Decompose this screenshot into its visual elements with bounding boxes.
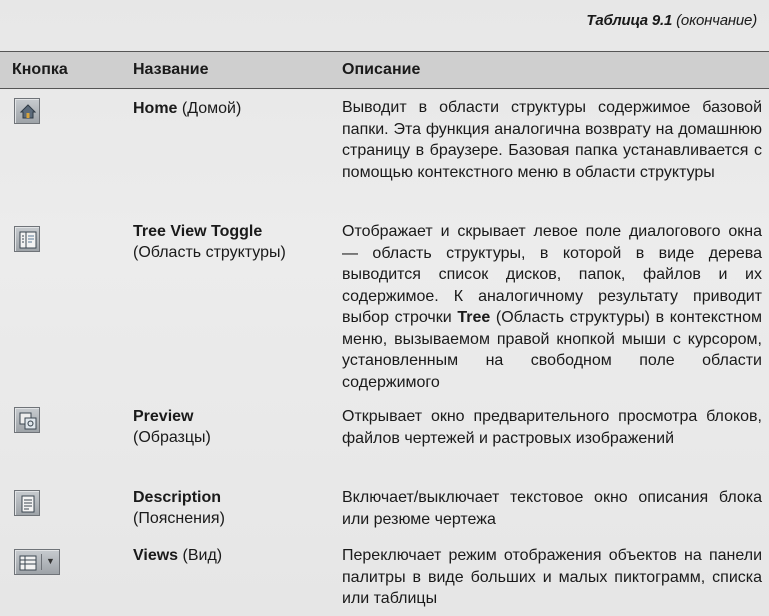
row-name-en: Home: [133, 100, 178, 117]
row-name-ru: (Область структуры): [133, 244, 286, 261]
row-name: [133, 406, 211, 448]
row-name-en: Description: [133, 489, 222, 506]
row-name-en: Tree View Toggle: [133, 223, 263, 240]
row-name: [133, 98, 241, 119]
table-header: [0, 52, 769, 88]
row-description: [342, 221, 762, 393]
views-button[interactable]: [14, 549, 60, 575]
row-name: [133, 221, 286, 263]
row-name-ru: (Образцы): [133, 429, 211, 446]
tree-view-toggle-button[interactable]: [14, 226, 40, 252]
row-name-ru: (Домой): [181, 100, 242, 117]
header-button: Кнопка: [12, 61, 68, 78]
row-name-en: Views: [133, 547, 179, 564]
chevron-down-icon[interactable]: ▼: [46, 556, 55, 566]
home-button[interactable]: [14, 98, 40, 124]
views-button-divider: [41, 554, 42, 570]
row-name-ru: (Вид): [182, 547, 223, 564]
table-caption-title: Таблица 9.1: [586, 12, 673, 29]
description-button[interactable]: [14, 490, 40, 516]
table-header-rule: [0, 88, 769, 89]
preview-button[interactable]: [14, 407, 40, 433]
row-name-ru: (Пояснения): [133, 510, 225, 527]
header-description: Описание: [342, 61, 421, 78]
row-description: Переключает режим отображения объектов на панели палитры в виде больших и малых пиктограмм, списка или таблицы: [342, 547, 762, 607]
row-description: Выводит в области структуры содержимое базовой папки. Эта функция аналогична возврату на домашнюю страницу в браузере. Базовая папка устанавливается с помощью контекстного меню в области структуры: [342, 99, 762, 181]
row-name-en: Preview: [133, 408, 194, 425]
row-description-part: (Область структуры) в контекстном меню, вызываемом правой кнопкой мыши с курсором, установленным на свободном поле области содержимого: [342, 309, 762, 391]
row-description: Открывает окно предварительного просмотра блоков, файлов чертежей и растровых изображений: [342, 408, 762, 447]
table-caption: [586, 12, 757, 29]
row-description-keyword: Tree: [457, 309, 491, 326]
header-name: Название: [133, 61, 209, 78]
row-name: [133, 487, 225, 529]
description-icon: [19, 495, 37, 513]
row-description: Включает/выключает текстовое окно описания блока или резюме чертежа: [342, 489, 762, 528]
tree-view-toggle-icon: [19, 231, 37, 249]
views-icon: [19, 554, 37, 572]
preview-icon: [19, 412, 37, 430]
row-name: [133, 545, 222, 566]
home-icon: [19, 103, 37, 121]
row-description-part: Отображает и скрывает левое поле диалогового окна — область структуры, в которой в виде дерева выводится список дисков, папок, файлов и их содержимое. К аналогичному результату приводит выбор строчки: [342, 223, 762, 326]
table-caption-suffix: (окончание): [676, 12, 757, 29]
